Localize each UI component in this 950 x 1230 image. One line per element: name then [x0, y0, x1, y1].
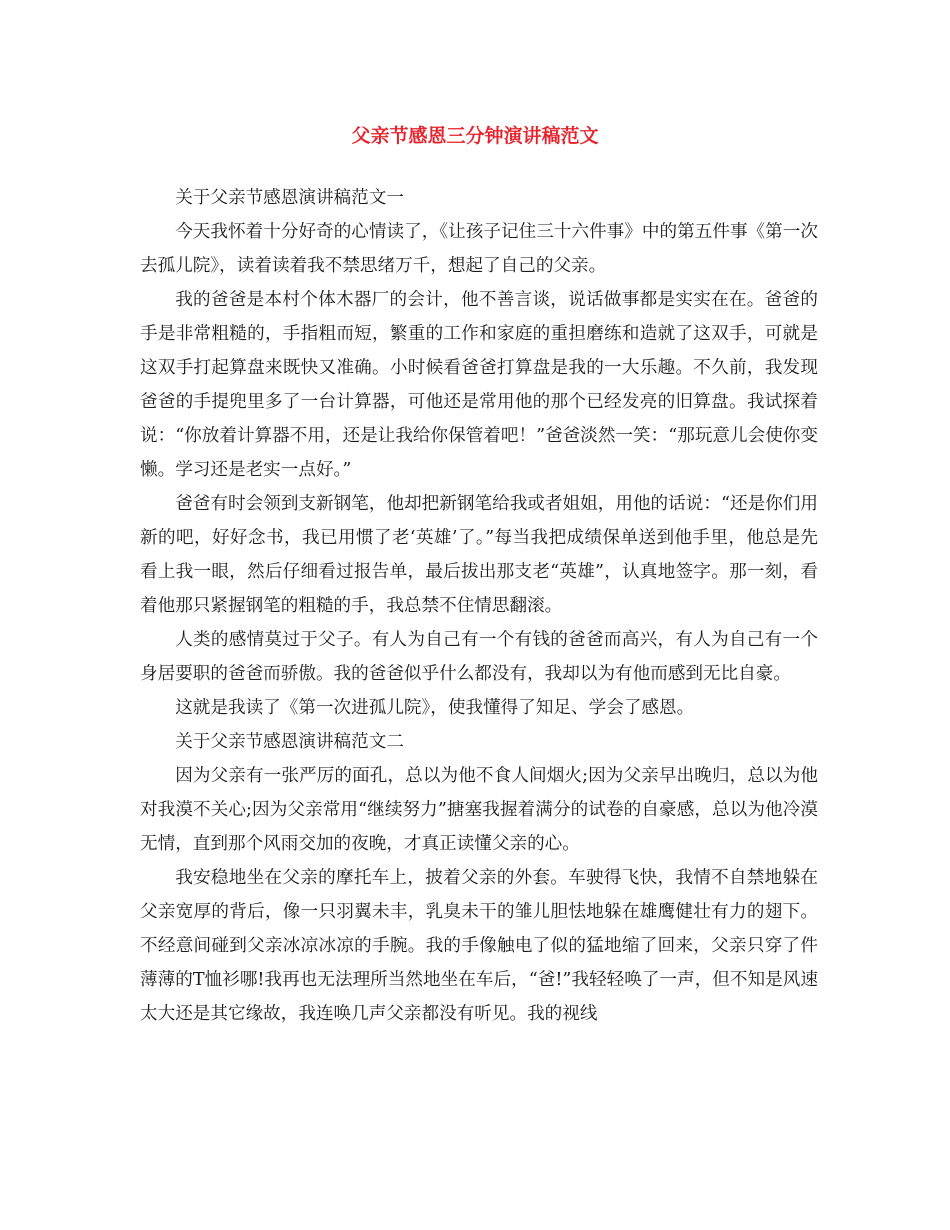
paragraph: 这就是我读了《第一次进孤儿院》，使我懂得了知足、学会了感恩。 — [175, 698, 695, 718]
document-title: 父亲节感恩三分钟演讲稿范文 — [351, 125, 599, 147]
paragraph: 今天我怀着十分好奇的心情读了，《让孩子记住三十六件事》中的第五件事《第一次去孤儿院》，读着读着我不禁思绪万千，想起了自己的父亲。 — [140, 222, 818, 276]
section-heading-2: 关于父亲节感恩演讲稿范文二 — [175, 732, 404, 752]
paragraph: 我的爸爸是本村个体木器厂的会计，他不善言谈，说话做事都是实实在在。爸爸的手是非常粗糙的，手指粗而短，繁重的工作和家庭的重担磨练和造就了这双手，可就是这双手打起算盘来既快又准确。小时候看爸爸打算盘是我的一大乐趣。不久前，我发现爸爸的手提兜里多了一台计算器，可他还是常用他的那个已经发亮的旧算盘。我试探着说：“你放着计算器不用，还是让我给你保管着吧！”爸爸淡然一笑：“那玩意儿会使你变懒。学习还是老实一点好。” — [140, 290, 818, 480]
paragraph: 人类的感情莫过于父子。有人为自己有一个有钱的爸爸而高兴，有人为自己有一个身居要职的爸爸而骄傲。我的爸爸似乎什么都没有，我却以为有他而感到无比自豪。 — [140, 630, 818, 684]
paragraph: 因为父亲有一张严厉的面孔，总以为他不食人间烟火;因为父亲早出晚归，总以为他对我漠不关心;因为父亲常用“继续努力”搪塞我握着满分的试卷的自豪感，总以为他冷漠无情，直到那个风雨交加的夜晚，才真正读懂父亲的心。 — [140, 766, 818, 854]
paragraph: 爸爸有时会领到支新钢笔，他却把新钢笔给我或者姐姐，用他的话说：“还是你们用新的吧，好好念书，我已用惯了老‘英雄’了。”每当我把成绩保单送到他手里，他总是先看上我一眼，然后仔细看过报告单，最后拔出那支老“英雄”，认真地签字。那一刻，看着他那只紧握钢笔的粗糙的手，我总禁不住情思翻滚。 — [140, 494, 818, 616]
paragraph: 我安稳地坐在父亲的摩托车上，披着父亲的外套。车驶得飞快，我情不自禁地躲在父亲宽厚的背后，像一只羽翼未丰，乳臭未干的雏儿胆怯地躲在雄鹰健壮有力的翅下。不经意间碰到父亲冰凉冰凉的手腕。我的手像触电了似的猛地缩了回来，父亲只穿了件薄薄的T恤衫哪!我再也无法理所当然地坐在车后，“爸!”我轻轻唤了一声，但不知是风速太大还是其它缘故，我连唤几声父亲都没有听见。我的视线 — [140, 868, 818, 1024]
document-body — [140, 181, 818, 1031]
section-heading-1: 关于父亲节感恩演讲稿范文一 — [175, 188, 404, 208]
